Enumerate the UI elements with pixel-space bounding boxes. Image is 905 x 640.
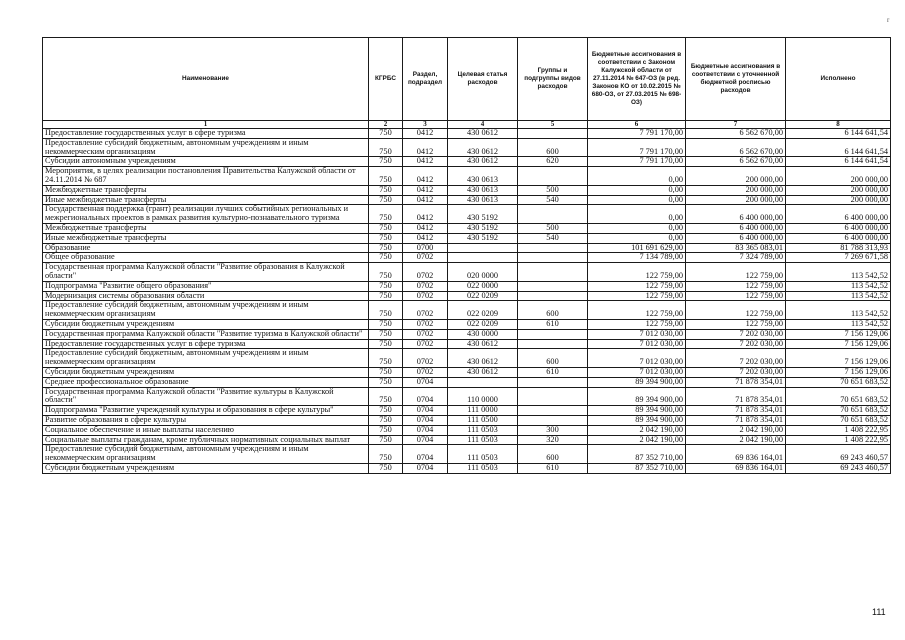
row-section: 0702 [403, 291, 448, 301]
column-number: 7 [686, 121, 786, 129]
row-target-article: 430 0613 [448, 185, 518, 195]
row-refined-allocation: 71 878 354,01 [686, 406, 786, 416]
row-expense-group: 610 [518, 367, 588, 377]
row-refined-allocation: 71 878 354,01 [686, 387, 786, 406]
row-refined-allocation: 71 878 354,01 [686, 415, 786, 425]
row-kgrbs: 750 [369, 367, 403, 377]
row-target-article: 430 0612 [448, 129, 518, 139]
row-section: 0412 [403, 129, 448, 139]
row-kgrbs: 750 [369, 243, 403, 253]
row-refined-allocation: 6 562 670,00 [686, 129, 786, 139]
row-expense-group [518, 291, 588, 301]
row-refined-allocation: 122 759,00 [686, 263, 786, 282]
row-executed: 6 144 641,54 [786, 138, 891, 157]
row-section: 0702 [403, 349, 448, 368]
row-refined-allocation: 6 400 000,00 [686, 223, 786, 233]
row-expense-group: 610 [518, 463, 588, 473]
row-expense-group [518, 415, 588, 425]
column-number: 2 [369, 121, 403, 129]
row-executed: 7 156 129,06 [786, 339, 891, 349]
corner-mark: r [887, 16, 890, 24]
row-target-article: 022 0209 [448, 291, 518, 301]
table-row [43, 157, 891, 167]
row-target-article: 430 5192 [448, 205, 518, 224]
row-executed: 69 243 460,57 [786, 463, 891, 473]
table-row [43, 243, 891, 253]
row-target-article: 111 0000 [448, 406, 518, 416]
row-law-allocation: 122 759,00 [588, 301, 686, 320]
row-target-article: 111 0503 [448, 463, 518, 473]
row-name: Предоставление государственных услуг в сфере туризма [43, 339, 369, 349]
row-law-allocation: 122 759,00 [588, 263, 686, 282]
row-name: Социальное обеспечение и иные выплаты населению [43, 425, 369, 435]
header-name: Наименование [43, 38, 369, 121]
row-kgrbs: 750 [369, 291, 403, 301]
row-expense-group: 620 [518, 157, 588, 167]
row-kgrbs: 750 [369, 377, 403, 387]
row-name: Подпрограмма "Развитие общего образования" [43, 281, 369, 291]
row-expense-group [518, 263, 588, 282]
row-name: Государственная программа Калужской области "Развитие образования в Калужской области" [43, 263, 369, 282]
row-executed: 113 542,52 [786, 319, 891, 329]
row-section: 0412 [403, 138, 448, 157]
row-refined-allocation: 71 878 354,01 [686, 377, 786, 387]
row-kgrbs: 750 [369, 463, 403, 473]
row-section: 0702 [403, 339, 448, 349]
row-refined-allocation: 7 202 030,00 [686, 329, 786, 339]
row-law-allocation: 0,00 [588, 223, 686, 233]
row-name: Государственная поддержка (грант) реализации лучших событийных региональных и межрегиональных проектов в рамках развития культурно-познавательного туризма [43, 205, 369, 224]
row-law-allocation: 7 791 170,00 [588, 138, 686, 157]
row-target-article: 430 0612 [448, 157, 518, 167]
row-executed: 113 542,52 [786, 301, 891, 320]
row-executed: 70 651 683,52 [786, 406, 891, 416]
row-refined-allocation: 6 400 000,00 [686, 205, 786, 224]
row-name: Мероприятия, в целях реализации постановления Правительства Калужской области от 24.11.2014 № 687 [43, 167, 369, 186]
table-row [43, 233, 891, 243]
row-executed: 6 400 000,00 [786, 233, 891, 243]
row-law-allocation: 7 012 030,00 [588, 349, 686, 368]
table-row [43, 291, 891, 301]
row-name: Предоставление субсидий бюджетным, автономным учреждениям и иным некоммерческим организациям [43, 301, 369, 320]
row-refined-allocation: 69 836 164,01 [686, 463, 786, 473]
row-target-article: 430 0612 [448, 349, 518, 368]
row-section: 0702 [403, 367, 448, 377]
row-section: 0702 [403, 253, 448, 263]
row-law-allocation: 7 012 030,00 [588, 367, 686, 377]
row-section: 0702 [403, 301, 448, 320]
table-header-row [43, 38, 891, 121]
row-expense-group: 320 [518, 435, 588, 445]
row-executed: 69 243 460,57 [786, 445, 891, 464]
row-target-article: 430 0000 [448, 329, 518, 339]
row-expense-group [518, 253, 588, 263]
row-kgrbs: 750 [369, 387, 403, 406]
row-target-article [448, 243, 518, 253]
row-expense-group [518, 129, 588, 139]
row-expense-group: 610 [518, 319, 588, 329]
row-name: Субсидии бюджетным учреждениям [43, 319, 369, 329]
row-kgrbs: 750 [369, 263, 403, 282]
row-target-article: 430 0612 [448, 339, 518, 349]
row-target-article: 430 0613 [448, 195, 518, 205]
row-name: Субсидии бюджетным учреждениям [43, 367, 369, 377]
row-section: 0704 [403, 463, 448, 473]
row-kgrbs: 750 [369, 129, 403, 139]
row-kgrbs: 750 [369, 253, 403, 263]
column-number: 4 [448, 121, 518, 129]
row-target-article: 020 0000 [448, 263, 518, 282]
row-kgrbs: 750 [369, 435, 403, 445]
row-law-allocation: 0,00 [588, 233, 686, 243]
row-section: 0700 [403, 243, 448, 253]
row-section: 0704 [403, 377, 448, 387]
row-section: 0412 [403, 223, 448, 233]
row-law-allocation: 87 352 710,00 [588, 445, 686, 464]
row-law-allocation: 122 759,00 [588, 291, 686, 301]
row-refined-allocation: 200 000,00 [686, 195, 786, 205]
header-refined-allocation: Бюджетные ассигнования в соответствии с уточненной бюджетной росписью расходов [686, 38, 786, 121]
budget-execution-table [42, 37, 891, 474]
row-kgrbs: 750 [369, 415, 403, 425]
table-body [43, 129, 891, 474]
row-law-allocation: 7 012 030,00 [588, 339, 686, 349]
row-name: Межбюджетные трансферты [43, 223, 369, 233]
table-row [43, 185, 891, 195]
row-executed: 7 269 671,58 [786, 253, 891, 263]
table-row [43, 367, 891, 377]
row-expense-group: 500 [518, 185, 588, 195]
row-section: 0704 [403, 435, 448, 445]
row-name: Социальные выплаты гражданам, кроме публичных нормативных социальных выплат [43, 435, 369, 445]
column-number: 8 [786, 121, 891, 129]
table-row [43, 205, 891, 224]
row-expense-group [518, 281, 588, 291]
row-kgrbs: 750 [369, 406, 403, 416]
row-section: 0704 [403, 425, 448, 435]
row-target-article: 111 0503 [448, 425, 518, 435]
row-law-allocation: 7 134 789,00 [588, 253, 686, 263]
row-name: Предоставление субсидий бюджетным, автономным учреждениям и иным некоммерческим организациям [43, 349, 369, 368]
row-section: 0412 [403, 167, 448, 186]
row-law-allocation: 89 394 900,00 [588, 387, 686, 406]
table-row [43, 167, 891, 186]
row-target-article: 430 0613 [448, 167, 518, 186]
row-law-allocation: 0,00 [588, 185, 686, 195]
table-row [43, 339, 891, 349]
table-row [43, 445, 891, 464]
row-section: 0412 [403, 157, 448, 167]
row-expense-group: 500 [518, 223, 588, 233]
row-section: 0702 [403, 281, 448, 291]
row-refined-allocation: 2 042 190,00 [686, 435, 786, 445]
table-row [43, 253, 891, 263]
row-target-article: 022 0209 [448, 319, 518, 329]
header-section: Раздел, подраздел [403, 38, 448, 121]
row-refined-allocation: 122 759,00 [686, 301, 786, 320]
table-row [43, 377, 891, 387]
row-expense-group [518, 243, 588, 253]
row-target-article: 111 0503 [448, 445, 518, 464]
row-refined-allocation: 6 562 670,00 [686, 157, 786, 167]
row-kgrbs: 750 [369, 281, 403, 291]
row-kgrbs: 750 [369, 425, 403, 435]
row-section: 0412 [403, 205, 448, 224]
row-executed: 1 408 222,95 [786, 435, 891, 445]
row-expense-group: 600 [518, 445, 588, 464]
table-row [43, 129, 891, 139]
table-row [43, 319, 891, 329]
column-number: 1 [43, 121, 369, 129]
row-refined-allocation: 122 759,00 [686, 281, 786, 291]
header-law-allocation: Бюджетные ассигнования в соответствии с Законом Калужской области от 27.11.2014 № 647-ОЗ (в ред. Законов КО от 10.02.2015 № 680-ОЗ, от 27.03.2015 № 698-ОЗ) [588, 38, 686, 121]
row-executed: 113 542,52 [786, 291, 891, 301]
header-target-article: Целевая статья расходов [448, 38, 518, 121]
row-expense-group: 300 [518, 425, 588, 435]
row-executed: 81 788 313,93 [786, 243, 891, 253]
row-refined-allocation: 69 836 164,01 [686, 445, 786, 464]
row-law-allocation: 7 012 030,00 [588, 329, 686, 339]
row-target-article: 022 0209 [448, 301, 518, 320]
row-expense-group [518, 329, 588, 339]
table-row [43, 387, 891, 406]
row-kgrbs: 750 [369, 339, 403, 349]
row-executed: 200 000,00 [786, 167, 891, 186]
row-target-article [448, 377, 518, 387]
row-executed: 7 156 129,06 [786, 367, 891, 377]
row-section: 0702 [403, 263, 448, 282]
row-section: 0702 [403, 319, 448, 329]
table-row [43, 415, 891, 425]
column-number: 3 [403, 121, 448, 129]
row-target-article: 110 0000 [448, 387, 518, 406]
row-kgrbs: 750 [369, 233, 403, 243]
row-section: 0412 [403, 195, 448, 205]
row-name: Субсидии автономным учреждениям [43, 157, 369, 167]
row-expense-group [518, 387, 588, 406]
row-name: Субсидии бюджетным учреждениям [43, 463, 369, 473]
row-kgrbs: 750 [369, 185, 403, 195]
row-executed: 6 144 641,54 [786, 129, 891, 139]
column-numbers-row [43, 121, 891, 129]
table-row [43, 463, 891, 473]
table-row [43, 425, 891, 435]
row-executed: 7 156 129,06 [786, 329, 891, 339]
row-name: Иные межбюджетные трансферты [43, 233, 369, 243]
row-kgrbs: 750 [369, 205, 403, 224]
row-expense-group: 600 [518, 349, 588, 368]
row-law-allocation: 2 042 190,00 [588, 425, 686, 435]
row-law-allocation: 122 759,00 [588, 281, 686, 291]
table-row [43, 406, 891, 416]
table-row [43, 435, 891, 445]
row-executed: 200 000,00 [786, 195, 891, 205]
row-section: 0704 [403, 415, 448, 425]
row-expense-group [518, 167, 588, 186]
row-law-allocation: 101 691 629,00 [588, 243, 686, 253]
row-refined-allocation: 6 562 670,00 [686, 138, 786, 157]
row-name: Модернизация системы образования области [43, 291, 369, 301]
row-expense-group: 600 [518, 301, 588, 320]
row-target-article: 022 0000 [448, 281, 518, 291]
row-refined-allocation: 7 202 030,00 [686, 349, 786, 368]
row-executed: 6 144 641,54 [786, 157, 891, 167]
row-kgrbs: 750 [369, 138, 403, 157]
row-target-article: 430 5192 [448, 233, 518, 243]
row-refined-allocation: 7 202 030,00 [686, 367, 786, 377]
row-target-article [448, 253, 518, 263]
row-executed: 1 408 222,95 [786, 425, 891, 435]
row-expense-group [518, 406, 588, 416]
row-kgrbs: 750 [369, 167, 403, 186]
table-row [43, 301, 891, 320]
row-name: Государственная программа Калужской области "Развитие культуры в Калужской области" [43, 387, 369, 406]
row-refined-allocation: 2 042 190,00 [686, 425, 786, 435]
row-law-allocation: 89 394 900,00 [588, 377, 686, 387]
row-executed: 113 542,52 [786, 281, 891, 291]
row-expense-group: 600 [518, 138, 588, 157]
row-executed: 6 400 000,00 [786, 223, 891, 233]
row-refined-allocation: 7 202 030,00 [686, 339, 786, 349]
row-expense-group [518, 377, 588, 387]
table-row [43, 223, 891, 233]
row-law-allocation: 2 042 190,00 [588, 435, 686, 445]
row-kgrbs: 750 [369, 157, 403, 167]
row-target-article: 430 0612 [448, 138, 518, 157]
row-section: 0412 [403, 185, 448, 195]
row-name: Предоставление субсидий бюджетным, автономным учреждениям и иным некоммерческим организациям [43, 445, 369, 464]
row-executed: 7 156 129,06 [786, 349, 891, 368]
table-row [43, 349, 891, 368]
row-kgrbs: 750 [369, 195, 403, 205]
row-law-allocation: 7 791 170,00 [588, 157, 686, 167]
row-law-allocation: 0,00 [588, 167, 686, 186]
row-name: Государственная программа Калужской области "Развитие туризма в Калужской области" [43, 329, 369, 339]
row-name: Иные межбюджетные трансферты [43, 195, 369, 205]
table-row [43, 281, 891, 291]
row-name: Подпрограмма "Развитие учреждений культуры и образования в сфере культуры" [43, 406, 369, 416]
page-number: 111 [872, 607, 886, 617]
row-name: Предоставление государственных услуг в сфере туризма [43, 129, 369, 139]
row-law-allocation: 89 394 900,00 [588, 415, 686, 425]
row-target-article: 430 0612 [448, 367, 518, 377]
row-law-allocation: 7 791 170,00 [588, 129, 686, 139]
row-expense-group [518, 205, 588, 224]
row-law-allocation: 0,00 [588, 195, 686, 205]
row-name: Образование [43, 243, 369, 253]
row-kgrbs: 750 [369, 301, 403, 320]
row-target-article: 111 0500 [448, 415, 518, 425]
row-executed: 70 651 683,52 [786, 377, 891, 387]
row-refined-allocation: 200 000,00 [686, 167, 786, 186]
row-name: Среднее профессиональное образование [43, 377, 369, 387]
row-name: Общее образование [43, 253, 369, 263]
row-kgrbs: 750 [369, 319, 403, 329]
row-kgrbs: 750 [369, 223, 403, 233]
row-refined-allocation: 122 759,00 [686, 291, 786, 301]
row-executed: 113 542,52 [786, 263, 891, 282]
row-expense-group [518, 339, 588, 349]
table-row [43, 263, 891, 282]
row-refined-allocation: 122 759,00 [686, 319, 786, 329]
row-kgrbs: 750 [369, 349, 403, 368]
row-refined-allocation: 7 324 789,00 [686, 253, 786, 263]
column-number: 6 [588, 121, 686, 129]
header-expense-group: Группы и подгруппы видов расходов [518, 38, 588, 121]
table-row [43, 138, 891, 157]
row-section: 0704 [403, 387, 448, 406]
row-section: 0702 [403, 329, 448, 339]
row-name: Развитие образования в сфере культуры [43, 415, 369, 425]
row-name: Межбюджетные трансферты [43, 185, 369, 195]
row-law-allocation: 89 394 900,00 [588, 406, 686, 416]
row-kgrbs: 750 [369, 329, 403, 339]
header-executed: Исполнено [786, 38, 891, 121]
row-executed: 70 651 683,52 [786, 415, 891, 425]
row-refined-allocation: 83 365 083,01 [686, 243, 786, 253]
header-kgrbs: КГРБС [369, 38, 403, 121]
row-executed: 200 000,00 [786, 185, 891, 195]
row-expense-group: 540 [518, 195, 588, 205]
row-refined-allocation: 6 400 000,00 [686, 233, 786, 243]
table-row [43, 329, 891, 339]
row-law-allocation: 122 759,00 [588, 319, 686, 329]
row-section: 0704 [403, 406, 448, 416]
row-section: 0412 [403, 233, 448, 243]
row-kgrbs: 750 [369, 445, 403, 464]
row-executed: 6 400 000,00 [786, 205, 891, 224]
row-target-article: 111 0503 [448, 435, 518, 445]
row-law-allocation: 0,00 [588, 205, 686, 224]
column-number: 5 [518, 121, 588, 129]
row-executed: 70 651 683,52 [786, 387, 891, 406]
row-target-article: 430 5192 [448, 223, 518, 233]
row-section: 0704 [403, 445, 448, 464]
row-expense-group: 540 [518, 233, 588, 243]
row-law-allocation: 87 352 710,00 [588, 463, 686, 473]
table-row [43, 195, 891, 205]
row-name: Предоставление субсидий бюджетным, автономным учреждениям и иным некоммерческим организациям [43, 138, 369, 157]
row-refined-allocation: 200 000,00 [686, 185, 786, 195]
